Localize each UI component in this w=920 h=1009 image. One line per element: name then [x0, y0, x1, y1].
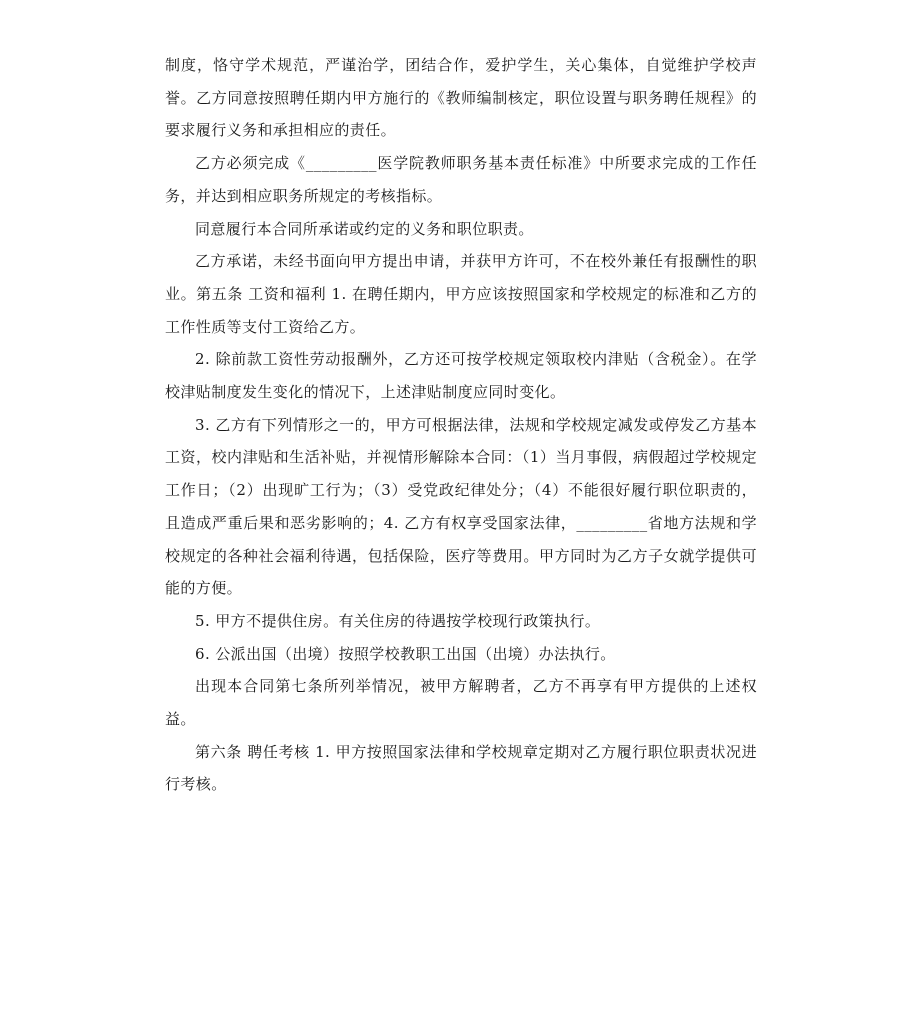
paragraph-4: 乙方承诺，未经书面向甲方提出申请，并获甲方许可，不在校外兼任有报酬性的职业。第五条 工资和福利 1. 在聘任期内，甲方应该按照国家和学校规定的标准和乙方的工作性质等支付工资给乙方。 — [165, 252, 757, 336]
paragraph-9: 出现本合同第七条所列举情况，被甲方解聘者，乙方不再享有甲方提供的上述权益。 — [165, 677, 757, 729]
paragraph-1: 制度，恪守学术规范，严谨治学，团结合作，爱护学生，关心集体，自觉维护学校声誉。乙方同意按照聘任期内甲方施行的《教师编制核定，职位设置与职务聘任规程》的要求履行义务和承担相应的责任。 — [165, 56, 757, 140]
paragraph-5: 2. 除前款工资性劳动报酬外，乙方还可按学校规定领取校内津贴（含税金）。在学校津贴制度发生变化的情况下，上述津贴制度应同时变化。 — [165, 350, 757, 402]
paragraph-2: 乙方必须完成《_________医学院教师职务基本责任标准》中所要求完成的工作任务，并达到相应职务所规定的考核指标。 — [165, 154, 757, 205]
paragraph-7: 5. 甲方不提供住房。有关住房的待遇按学校现行政策执行。 — [195, 611, 601, 630]
paragraph-6: 3. 乙方有下列情形之一的，甲方可根据法律，法规和学校规定减发或停发乙方基本工资，校内津贴和生活补贴，并视情形解除本合同：（1）当月事假，病假超过学校规定工作日；（2）出现旷工行为；（3）受党政纪律处分；（4）不能很好履行职位职责的，且造成严重后果和恶劣影响的；4. 乙方有权享受国家法律，_________省地方法规和学校规定的各种社会福利待遇，包括保险，医疗等费用。甲方同时为乙方子女就学提供可能的方便。 — [165, 415, 757, 598]
paragraph-3: 同意履行本合同所承诺或约定的义务和职位职责。 — [195, 219, 534, 238]
paragraph-10: 第六条 聘任考核 1. 甲方按照国家法律和学校规章定期对乙方履行职位职责状况进行考核。 — [165, 742, 757, 794]
document-page — [165, 49, 757, 801]
paragraph-8: 6. 公派出国（出境）按照学校教职工出国（出境）办法执行。 — [195, 644, 616, 663]
